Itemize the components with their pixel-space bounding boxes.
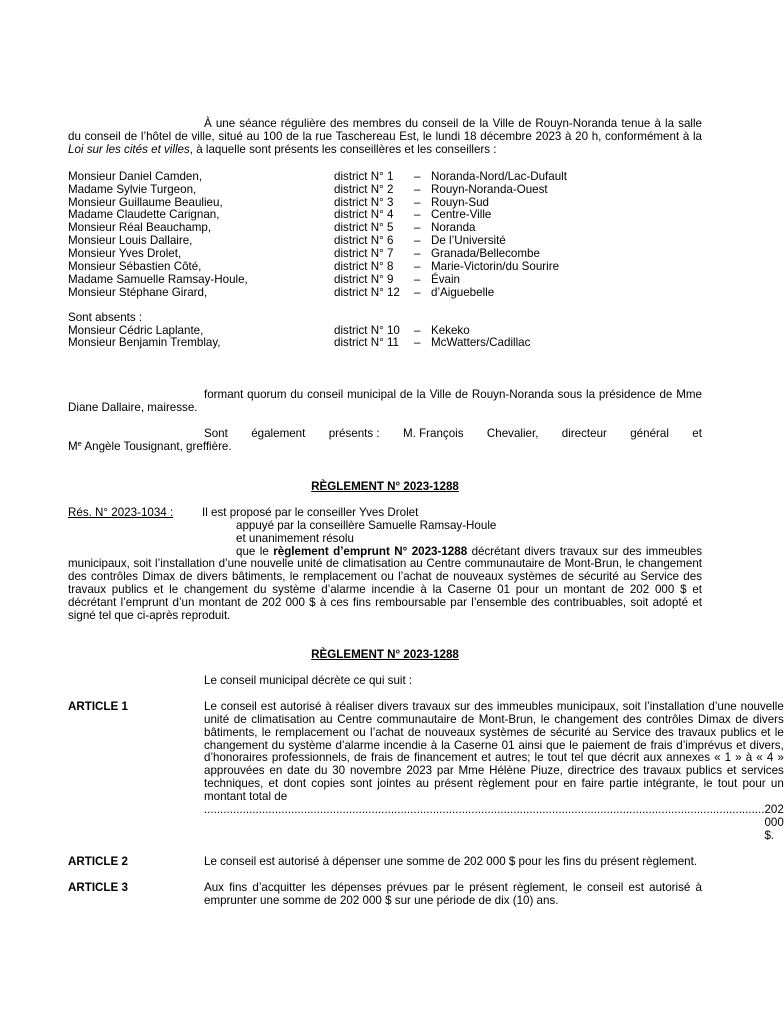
member-area: Kekeko	[431, 323, 470, 337]
reglement-title-2: RÈGLEMENT N° 2023-1288	[311, 648, 459, 661]
member-district: district N° 1	[334, 169, 394, 183]
member-area: Marie-Victorin/du Sourire	[431, 259, 560, 273]
member-district: district N° 3	[334, 195, 394, 209]
resolution-proposer: Il est proposé par le conseiller Yves Drolet	[202, 505, 419, 519]
resolution-text: décrétant divers travaux sur des immeubles municipaux, soit l’installation d’une nouvelle unité de climatisation au Centre communautaire de Mont-Brun, le changement des contrôles Dimax de divers bâtiments, le remplacement ou l’achat de nouveaux systèmes de sécurité au Service des travaux publics et le changement du système d’alarme incendie à la Caserne 01 pour un montant de 202 000 $ et décrétant l’emprunt d’un montant de 202 000 $ à ces fins remboursable par l’ensemble des contribuables, soit adopté et signé tel que ci-après reproduit.	[68, 544, 702, 623]
resolution-reglement-ref: règlement d’emprunt N° 2023-1288	[273, 544, 468, 558]
member-name: Madame Claudette Carignan,	[68, 208, 220, 222]
intro-text-end: , à laquelle sont présents les conseillères et les conseillers :	[189, 142, 497, 156]
member-district: district N° 6	[334, 234, 394, 248]
member-row	[68, 274, 702, 287]
article-text: Le conseil est autorisé à réaliser divers travaux sur des immeubles municipaux, soit l’installation d’une nouvelle unité de climatisation au Centre communautaire de Mont-Brun, le changement des contrôles Dimax de divers bâtiments, le remplacement ou l’achat de nouveaux systèmes de sécurité au Service des travaux publics et le changement du système d’alarme incendie à la Caserne 01 ainsi que le paiement de frais d’imprévus et divers, d’honoraires professionnels, de frais de financement et autres; le tout tel que décrit aux annexes « 1 » à « 4 » approuvées en date du 30 novembre 2023 par Mme Hélène Piuze, directrice des travaux publics et services techniques, et dont copies sont jointes au présent règlement pour en faire partie intégrante, le tout pour un montant total de	[204, 699, 784, 804]
member-district: district N° 12	[334, 285, 400, 299]
member-name: Madame Samuelle Ramsay-Houle,	[68, 272, 248, 286]
member-dash: –	[414, 208, 421, 222]
member-dash: –	[414, 182, 421, 196]
member-dash: –	[414, 259, 421, 273]
absent-heading: Sont absents :	[68, 310, 143, 324]
member-area: Évain	[431, 272, 461, 286]
resolution-seconder: appuyé par la conseillère Samuelle Ramsay-Houle	[236, 518, 497, 532]
member-dash: –	[414, 247, 421, 261]
leader-dots: ..............................................................................................................................................................................	[204, 803, 765, 817]
member-name: Monsieur Yves Drolet,	[68, 247, 182, 261]
clerk-line	[68, 441, 702, 454]
member-area: Rouyn-Sud	[431, 195, 490, 209]
decree-line: Le conseil municipal décrète ce qui suit :	[204, 673, 413, 687]
member-district: district N° 9	[334, 272, 394, 286]
quorum-paragraph: formant quorum du conseil municipal de la Ville de Rouyn-Noranda sous la présidence de Mme Diane Dallaire, mairesse.	[68, 388, 702, 415]
article-text: Aux fins d’acquitter les dépenses prévues par le présent règlement, le conseil est autorisé à emprunter une somme de 202 000 $ sur une période de dix (10) ans.	[204, 880, 702, 907]
intro-text: À une séance régulière des membres du conseil de la Ville de Rouyn-Noranda tenue à la salle du conseil de l’hôtel de ville, situé au 100 de la rue Taschereau Est, le lundi 18 décembre 2023 à 20 h, conformément à la	[68, 117, 702, 143]
present-word: Sont	[204, 427, 228, 441]
article-label: ARTICLE 3	[68, 880, 128, 894]
member-dash: –	[414, 336, 421, 350]
law-title: Loi sur les cités et villes	[68, 142, 190, 156]
member-name: Monsieur Daniel Camden,	[68, 169, 203, 183]
present-word: également	[251, 427, 306, 441]
member-area: Centre-Ville	[431, 208, 492, 222]
member-row	[68, 171, 702, 184]
resolution-que: que le	[236, 544, 274, 558]
present-word: et	[692, 427, 702, 441]
resolution-unanimous: et unanimement résolu	[236, 531, 354, 545]
article-2	[68, 856, 702, 869]
member-row	[68, 337, 702, 350]
member-district: district N° 2	[334, 182, 394, 196]
member-area: Granada/Bellecombe	[431, 247, 540, 261]
member-district: district N° 8	[334, 259, 394, 273]
member-dash: –	[414, 195, 421, 209]
clerk-title-sup: e	[77, 439, 82, 449]
member-area: Noranda	[431, 221, 476, 235]
resolution-block	[68, 507, 702, 623]
member-dash: –	[414, 221, 421, 235]
member-name: Monsieur Louis Dallaire,	[68, 234, 193, 248]
clerk-name: Angèle Tousignant, greffière.	[81, 440, 232, 454]
article-amount-line	[204, 804, 784, 843]
member-name: Monsieur Benjamin Tremblay,	[68, 336, 221, 350]
article-1	[68, 699, 784, 843]
member-district: district N° 5	[334, 221, 394, 235]
member-dash: –	[414, 272, 421, 286]
member-district: district N° 11	[334, 336, 399, 350]
resolution-number: Rés. N° 2023-1034 :	[68, 505, 174, 519]
present-word: M. François	[402, 427, 464, 441]
member-area: McWatters/Cadillac	[431, 336, 531, 350]
document-page	[68, 117, 784, 908]
resolution-first-line	[68, 507, 702, 520]
member-row	[68, 287, 702, 300]
member-dash: –	[414, 285, 421, 299]
member-name: Madame Sylvie Turgeon,	[68, 182, 197, 196]
article-label: ARTICLE 2	[68, 854, 128, 868]
member-dash: –	[414, 169, 421, 183]
member-area: Rouyn-Noranda-Ouest	[431, 182, 548, 196]
intro-paragraph	[68, 118, 702, 157]
article-label: ARTICLE 1	[68, 699, 128, 713]
present-word: général	[630, 427, 669, 441]
member-area: d’Aiguebelle	[431, 285, 495, 299]
member-area: De l’Université	[431, 234, 506, 248]
present-word: Chevalier,	[486, 427, 539, 441]
reglement-title: RÈGLEMENT N° 2023-1288	[311, 479, 459, 493]
member-name: Monsieur Stéphane Girard,	[68, 285, 208, 299]
article-text: Le conseil est autorisé à dépenser une somme de 202 000 $ pour les fins du présent règlement.	[204, 854, 698, 868]
member-name: Monsieur Réal Beauchamp,	[68, 221, 212, 235]
present-word: présents :	[328, 427, 380, 441]
member-name: Monsieur Guillaume Beaulieu,	[68, 195, 223, 209]
article-3	[68, 882, 702, 908]
member-district: district N° 4	[334, 208, 394, 222]
present-word: directeur	[561, 427, 607, 441]
member-row	[68, 184, 702, 197]
clerk-title: M	[68, 440, 78, 454]
member-district: district N° 10	[334, 323, 400, 337]
article-amount: 202 000 $.	[764, 803, 784, 842]
member-dash: –	[414, 323, 421, 337]
article-body	[204, 701, 784, 843]
member-area: Noranda-Nord/Lac-Dufault	[431, 169, 567, 183]
member-row	[68, 261, 702, 274]
member-dash: –	[414, 234, 421, 248]
present-members-list	[68, 171, 702, 300]
absent-members-list	[68, 325, 702, 351]
resolution-body	[68, 546, 702, 623]
member-name: Monsieur Sébastien Côté,	[68, 259, 202, 273]
member-name: Monsieur Cédric Laplante,	[68, 323, 204, 337]
member-district: district N° 7	[334, 247, 394, 261]
